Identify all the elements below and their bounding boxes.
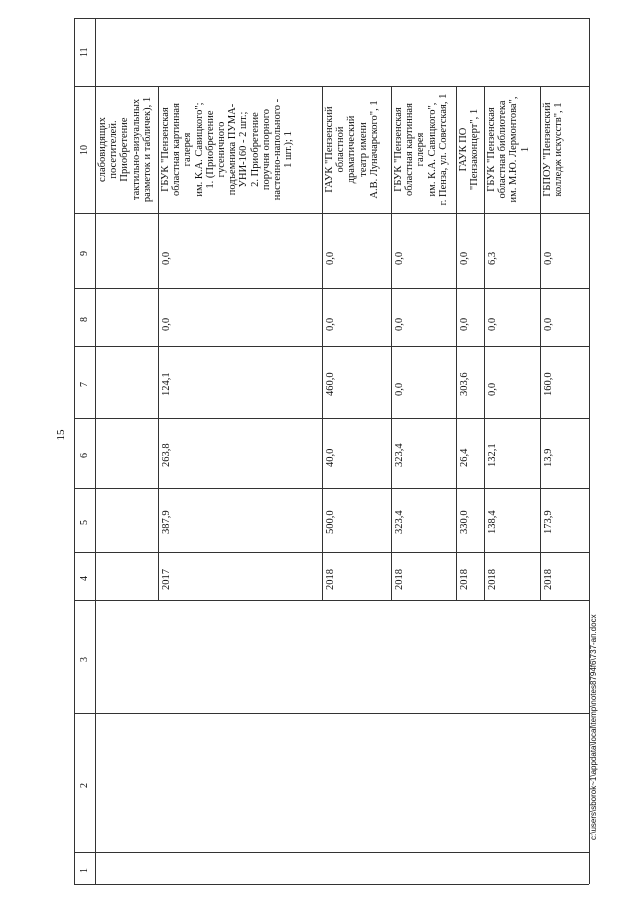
organization-line: областная библиотека [497,100,509,199]
organization-line: "Пензаконцерт", 1 [469,108,481,191]
cell-year: 2017 [161,569,172,590]
column-divider [74,213,589,214]
row-divider [158,86,159,600]
cell-organization [486,86,531,213]
header-col-8: 8 [79,317,90,322]
cell-c7: 160,0 [543,372,554,396]
row-divider [540,86,541,600]
organization-line: ГБУК "Пензенская [393,107,404,192]
header-col-2: 2 [79,782,90,788]
cell-year: 2018 [325,569,336,590]
cell-c8: 0,0 [487,317,498,331]
cell-c6: 40,0 [325,448,336,467]
organization-line: областная картинная [171,103,183,196]
cell-c5: 138,4 [487,510,498,534]
column-divider [74,346,589,347]
cell-year: 2018 [543,569,554,590]
organization-line: гусеничного [216,121,228,178]
cell-organization [324,86,380,213]
column-divider [74,852,589,853]
cell-c8: 0,0 [394,317,405,331]
cell-c6: 13,9 [543,448,554,467]
organization-line: областная картинная [404,103,416,196]
organization-line: им. К.А. Савицкого", [426,102,438,197]
cell-year: 2018 [487,569,498,590]
header-col-6: 6 [79,453,90,458]
footer-file-path: c:\users\sborok~1\appdata\local\temp\notes8794f6\737-ап.docx [589,614,598,840]
header-col-4: 4 [79,576,90,581]
organization-line: галерея [182,132,194,167]
cell-c8: 0,0 [161,317,172,331]
cell-c6: 323,4 [394,443,405,467]
column-divider [74,600,589,601]
cell-c8: 0,0 [459,317,470,331]
cell-c8: 0,0 [325,317,336,331]
cell-c6: 26,4 [459,448,470,467]
header-col-3: 3 [79,656,90,662]
cell-c9: 0,0 [394,251,405,265]
cell-organization [542,86,564,213]
cell-c8: 0,0 [543,317,554,331]
cell-organization [458,86,480,213]
row-divider [322,86,323,600]
header-col-5: 5 [79,520,90,525]
organization-line: ГБПОУ "Пензенский [542,102,553,197]
table-border-top [74,18,589,19]
cell-c9: 0,0 [325,251,336,265]
cell-c5: 173,9 [543,510,554,534]
organization-line: настенно-напольного - [272,98,284,201]
organization-line: тактильно-визуальных [130,98,142,201]
cell-organization [97,86,153,213]
organization-line: поручня опорного [260,108,272,191]
cell-c5: 323,4 [394,510,405,534]
column-divider [74,418,589,419]
page-number: 15 [55,429,67,441]
cell-c9: 0,0 [161,251,172,265]
organization-line: областной [335,126,347,173]
row-divider [484,86,485,600]
cell-organization [160,86,294,213]
organization-line: Приобретение [119,117,131,182]
header-col-7: 7 [79,382,90,387]
header-row-divider [95,18,96,884]
organization-line: 2. Приобретение [249,112,261,187]
column-divider [74,713,589,714]
organization-line: слабовидящих [97,117,108,182]
header-col-10: 10 [79,144,90,155]
cell-c7: 303,6 [459,372,470,396]
cell-c6: 132,1 [487,443,498,467]
cell-year: 2018 [459,569,470,590]
cell-organization [393,86,449,213]
row-divider [391,86,392,600]
cell-c6: 263,8 [161,443,172,467]
organization-line: драматический [346,115,358,184]
cell-c9: 0,0 [543,251,554,265]
cell-c9: 6,3 [487,251,498,265]
cell-c5: 330,0 [459,510,470,534]
organization-line: ГАУК "Пензенский [324,106,335,193]
cell-c7: 0,0 [394,382,405,396]
organization-line: ГАУК ПО [458,127,469,172]
organization-line: г. Пенза, ул. Советская, 1 [437,93,449,206]
organization-line: 1 шт.); 1 [283,131,295,168]
cell-c7: 460,0 [325,372,336,396]
organization-line: посетителей. [108,120,120,179]
header-col-9: 9 [79,250,90,256]
organization-line: театр имени [357,122,369,177]
cell-c5: 387,9 [161,510,172,534]
cell-c9: 0,0 [459,251,470,265]
organization-line: 1. (Приобретение [204,110,216,189]
row-divider [456,86,457,600]
table-border-bottom [74,884,589,885]
table-border-left [74,18,75,884]
cell-c7: 124,1 [161,372,172,396]
cell-c7: 0,0 [487,382,498,396]
organization-line: УНИ-160 - 2 шт.; [238,111,250,188]
organization-line: ГБУК "Пензенская [160,107,171,192]
organization-line: А.В. Луначарского", 1 [368,100,380,199]
cell-year: 2018 [394,569,405,590]
organization-line: им. К.А. Савицкого"; [193,102,205,197]
organization-line: подъемника ПУМА- [227,103,239,196]
header-col-11: 11 [79,47,90,57]
organization-line: колледж искусств", 1 [553,102,565,197]
header-col-1: 1 [79,868,90,873]
organization-line: 1 [519,146,531,153]
column-divider [74,552,589,553]
organization-line: галерея [415,132,427,167]
column-divider [74,288,589,289]
organization-line: им. М.Ю. Лермонтова", [508,96,520,203]
organization-line: разметок и табличек), 1 [141,96,153,203]
organization-line: ГБУК "Пензенская [486,107,497,192]
column-divider [74,488,589,489]
cell-c5: 500,0 [325,510,336,534]
